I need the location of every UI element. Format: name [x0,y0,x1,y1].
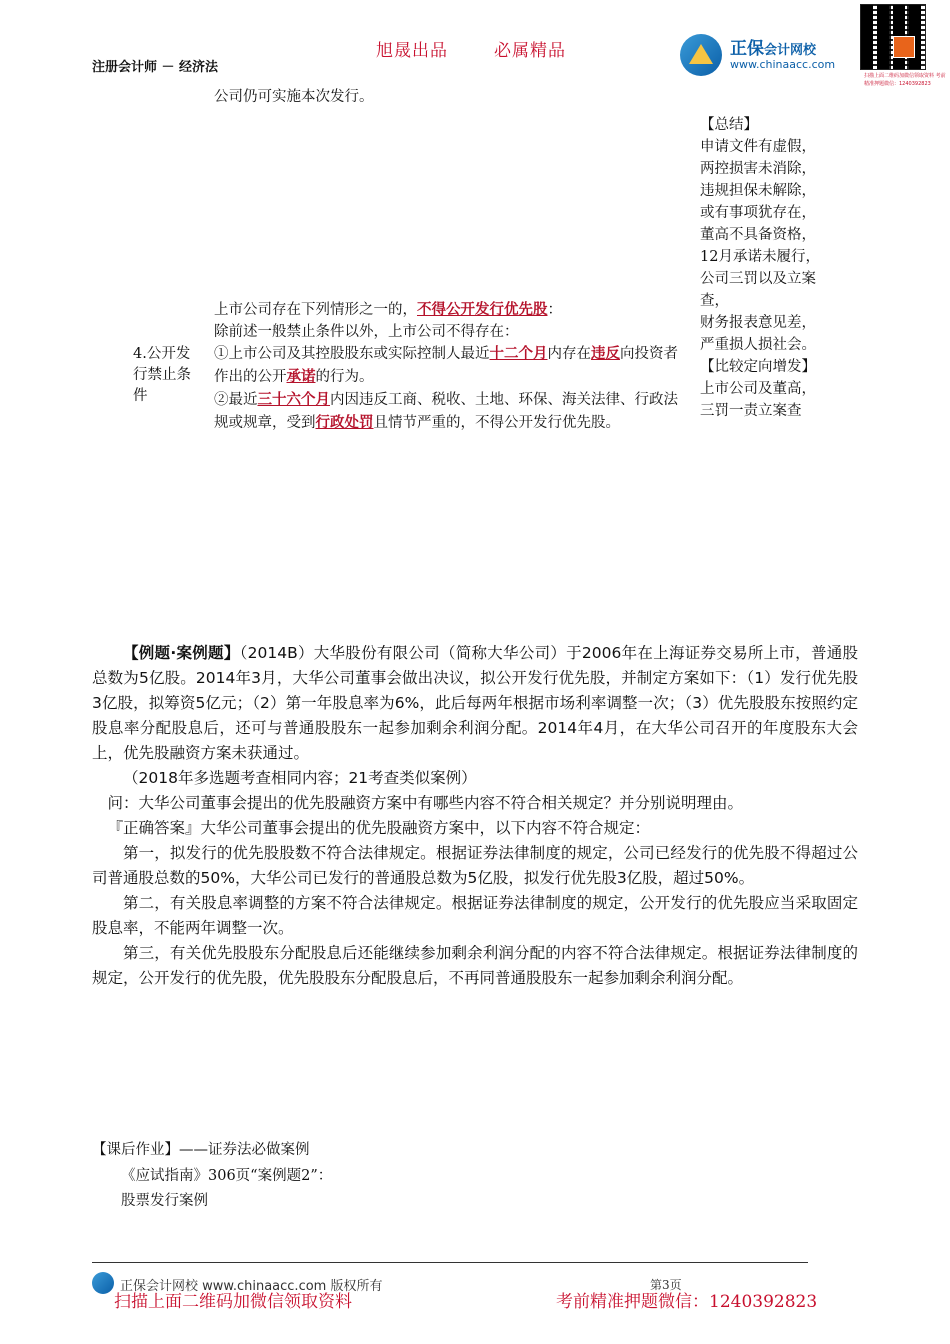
logo-icon [680,34,722,76]
homework-reference: 《应试指南》306页“案例题2”： [121,1167,333,1184]
footer-logo-icon [92,1272,114,1294]
row-label: 4.公开发行禁止条件 [133,346,191,404]
summary-line: 严重损人损社会。 [700,337,816,353]
answer-point-2: 第二，有关股息率调整的方案不符合法律规定。根据证券法律制度的规定，公开发行的优先股应当采取固定股息率，不能两年调整一次。 [92,894,858,937]
table-continuation: 公司仍可实施本次发行。 [214,89,374,105]
summary-line: 12月承诺未履行， [700,249,820,265]
row-intro: 上市公司存在下列情形之一的，不得公开发行优先股： [214,301,562,318]
case-study [92,641,858,991]
answer-point-3: 第三，有关优先股股东分配股息后还能继续参加剩余利润分配的内容不符合法律规定。根据证券法律制度的规定，公开发行的优先股，优先股股东分配股息后，不再同普通股股东一起参加剩余利润分配。 [92,944,858,987]
homework-section [92,1138,332,1215]
case-title: 【例题·案例题】 [123,644,240,662]
summary-line: 三罚一责立案查 [700,403,802,419]
case-intro: 【例题·案例题】（2014B）大华股份有限公司（简称大华公司）于2006年在上海证券交易所上市，普通股总数为5亿股。2014年3月，大华公司董事会做出决议，拟公开发行优先股，并制定方案如下：（1）发行优先股3亿股，拟筹资5亿元；（2）第一年股息率为6%，此后每两年根据市场利率调整一次；（3）优先股股东按照约定股息率分配股息后，还可与普通股股东一起参加剩余利润分配。2014年4月，在大华公司召开的年度股东大会上，优先股融资方案未获通过。 [92,644,859,762]
footer-copyright: 正保会计网校 www.chinaacc.com 版权所有 [120,1279,383,1294]
row-content [214,299,684,434]
summary-line: 财务报表意见差， [700,315,816,331]
row-line-2: 除前述一般禁止条件以外，上市公司不得存在： [214,323,519,340]
page-number: 第3页 [650,1278,682,1292]
footer-promo-right: 考前精准押题微信：1240392823 [556,1292,818,1312]
summary-line: 【总结】 [700,117,758,133]
answer-point-1: 第一，拟发行的优先股股数不符合法律规定。根据证券法律制度的规定，公司已经发行的优先股不得超过公司普通股总数的50%，大华公司已发行的普通股总数为5亿股，拟发行优先股3亿股，超过50%。 [92,844,858,887]
qr-center-badge-icon [893,36,915,58]
condition-1: ①上市公司及其控股股东或实际控制人最近十二个月内存在违反向投资者作出的公开承诺的行为。 [214,345,678,386]
summary-line: 【比较定向增发】 [700,359,816,375]
brand-logo[interactable] [680,30,850,78]
course-title: 注册会计师 － 经济法 [92,60,219,75]
case-note: （2018年多选题考查相同内容；21考查类似案例） [123,769,477,787]
summary-line: 董高不具备资格， [700,227,816,243]
summary-column [700,114,830,422]
slogan-1: 旭晟出品 [376,41,448,61]
summary-line: 两控损害未消除， [700,161,816,177]
homework-title: 【课后作业】——证券法必做案例 [92,1142,310,1158]
summary-line: 申请文件有虚假， [700,139,816,155]
homework-item: 股票发行案例 [121,1193,208,1209]
logo-name: 正保 [730,39,764,59]
summary-line: 公司三罚以及立案查， [700,271,816,309]
highlight-no-public-offering: 不得公开发行优先股 [417,301,548,318]
summary-line: 违规担保未解除， [700,183,816,199]
summary-line: 上市公司及董高， [700,381,816,397]
logo-name-suffix: 会计网校 [764,43,817,58]
slogan-2: 必属精品 [494,41,566,61]
condition-2: ②最近三十六个月内因违反工商、税收、土地、环保、海关法律、行政法规或规章，受到行政处罚且情节严重的，不得公开发行优先股。 [214,390,678,431]
logo-url: www.chinaacc.com [730,58,836,71]
answer-heading: 『正确答案』大华公司董事会提出的优先股融资方案中，以下内容不符合规定： [107,819,651,837]
header-slogan [376,36,612,61]
footer-divider [92,1262,808,1263]
footer-promo-left: 扫描上面二维码加微信领取资料 [114,1292,352,1312]
summary-line: 或有事项犹存在， [700,205,816,221]
qr-note: 扫描上面二维码加微信领取资料 考前精准押题微信：1240392823 [864,73,946,87]
case-question: 问：大华公司董事会提出的优先股融资方案中有哪些内容不符合相关规定？并分别说明理由。 [107,794,744,812]
